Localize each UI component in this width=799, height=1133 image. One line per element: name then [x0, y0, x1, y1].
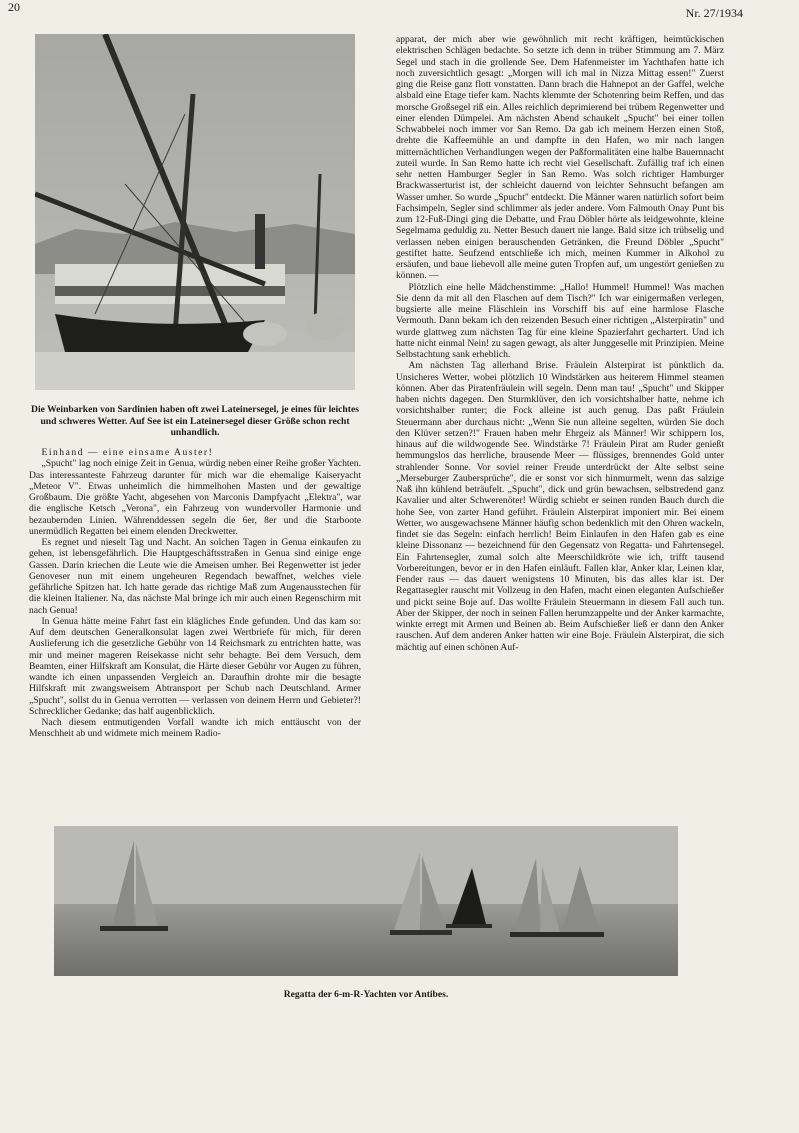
- paragraph: Plötzlich eine helle Mädchenstimme: „Hallo! Hummel! Hummel! Was machen Sie denn da mit all den Flaschen auf dem Tisch?" Ich war einigermaßen verlegen, bugsierte alle meine Fläschlein ins Vorschiff bis auf eine harmlose Flasche Vermouth. Dann bekam ich den reizenden Besuch einer richtigen „Alsterpiratin" und wurde glattweg zum nächsten Tag für eine kleine Spazierfahrt gechartert. Und ich hatte nicht einmal Nein! zu sagen gewagt, als alter Junggeselle mit Prinzipien. Meine Selbstachtung sank erheblich.: [396, 281, 724, 360]
- section-heading-einhand: Einhand — eine einsame Auster!: [41, 447, 214, 458]
- page-number: 20: [8, 0, 20, 14]
- top-photo-caption: Die Weinbarken von Sardinien haben oft zwei Lateinersegel, je eines für leichtes und schweres Wetter. Auf See ist ein Lateinersegel dieser Größe schon recht unhandlich.: [31, 404, 359, 439]
- issue-number: Nr. 27/1934: [685, 6, 743, 20]
- bottom-photo-caption: Regatta der 6-m-R-Yachten vor Antibes.: [283, 989, 449, 1000]
- article-column-right: [396, 34, 724, 653]
- article-column-left: [29, 447, 361, 740]
- paragraph: Es regnet und nieselt Tag und Nacht. An solchen Tagen in Genua einkaufen zu gehen, ist lebensgefährlich. Die Hauptgeschäftsstraßen in Genua sind einige enge Gassen. Darin kriechen die Leute wie die Ameisen umher. Bei Regenwetter ist jeder Genoveser nun mit einem ungeheuren Regendach bewaffnet, welches viele gefährliche Spitzen hat. Ich hatte gerade das richtige Maß zum Augenausstechen für die kleinen Italiener. Na, das nächste Mal bringe ich mir auch einen Regenschirm mit nach Genua!: [29, 537, 361, 616]
- photo-regatta-6m-yachts: [54, 826, 678, 976]
- photo-sardinian-wine-boats: [35, 34, 355, 390]
- paragraph: In Genua hätte meine Fahrt fast ein klägliches Ende gefunden. Und das kam so: Auf dem deutschen Generalkonsulat lagen zwei Wertbriefe für mich, für deren Auslieferung ich die gesetzliche Gebühr von 14 Reichsmark zu entrichten hatte, was mir und meiner mageren Reisekasse nicht sehr behagte. Bei dem Versuch, dem Beamten, einer Hilfskraft am Konsulat, die Härte dieser Gebühr vor Augen zu führen, wandte ich einen unpassenden Vergleich an. Daraufhin drohte mir die besagte Hilfskraft mit zwangsweisem Abtransport per Schub nach Deutschland. Armer „Spucht", sollst du in Genua verrotten — verlassen von deinem Herrn und Gebieter?! Schrecklicher Gedanke; das half augenblicklich.: [29, 615, 361, 717]
- paragraph: Am nächsten Tag allerhand Brise. Fräulein Alsterpirat ist pünktlich da. Unsicheres Wetter, wobei plötzlich 10 Windstärken aus heiterem Himmel steamen können. Aber das Piratenfräulein will segeln. Denn man tau! „Spucht" und Skipper haben nichts dagegen. Den Sturmklüver, den ich vorsichtshalber hatte, nehme ich vorsichtshalber runter; die Fock alleine ist auch genug. Das paßt Fräulein Steuermann aber durchaus nicht: „Wenn Sie nun alleine segelten, würden Sie doch den Klüver setzen?!" Frauen haben mehr Ehrgeiz als Männer! Wir schippern los, hinaus auf die wildwogende See. Windstärke 7! Fräulein Pirat am Ruder genießt hemmungslos das herrliche, brausende Meer — flüssiges, brennendes Gold unter strahlender Sonne. Vor soviel reiner Freude unterdrückt der Alte selbst seine „Merseburger Zaubersprüche", die er sonst vor sich hinmurmelt, wenn das salzige Naß ihn kühlend beträufelt. „Spucht", dick und grün bewachsen, selbstredend ganz Kavalier und alter Schwerenöter! Würdig schiebt er seinen runden Bauch durch die hohe See, von zarter Hand geführt. Fräulein Alsterpirat imponiert mir. Bei einem Wetter, wo ausgewachsene Männer häufig schon bedenklich mit den Ohren wackeln, findet sie das Segeln: einfach herrlich! Beim Einlaufen in den Hafen gab es eine kleine Dissonanz — bezeichnend für den Gegensatz von Regatta- und Fahrtensegel. Ein Fahrtensegler, zumal solch alte Meerschildkröte wie ich, trifft tausend Vorbereitungen, bevor er in den Hafen einläuft. Fallen klar, Anker klar, Leinen klar, Fender raus — das dauert wenigstens 10 Minuten, bis das alles klar ist. Der Regattasegler rauscht mit Vollzeug in den Hafen, macht einen eleganten Aufschießer und pickt seine Boje auf. Das wollte Fräulein Steuermann in diesem Fall auch tun. Aber der Skipper, der noch in seinen Fallen herumzappelte und der Anker karmachte, winkte erregt mit Armen und Beinen ab. Beim Aufschießer ließ er dann den Anker rauschen. Auf dem anderen Anker hatten wir eine Boje. Fräulein Alsterpirat, die sich mächtig auf einen schönen Auf-: [396, 360, 724, 653]
- paragraph: Nach diesem entmutigenden Vorfall wandte ich mich enttäuscht von der Menschheit ab und widmete mich meinem Radio-: [29, 717, 361, 740]
- paragraph: apparat, der mich aber wie gewöhnlich mit recht kräftigen, heimtückischen elektrischen Schlägen bedachte. So setzte ich denn in trüber Stimmung am 7. März Segel und stach in die grollende See. Dem Hafenmeister im Yachthafen hatte ich noch zuversichtlich gesagt: „Morgen will ich mal in Nizza Mittag essen!" Zuerst ging die Reise ganz flott vonstatten. Dann brach die Hahnepot an der Gaffel, welche alsbald eine Etage tiefer kam. Nachts klemmte der Schotenring beim Reffen, und das morsche Großsegel riß ein. Alles reichlich deprimierend bei trübem Regenwetter und einer elenden Dümpelei. Am nächsten Abend schaukelt „Spucht" bei einer tollen Schwabbelei noch immer vor San Remo. Da gab ich meinem Herzen einen Stoß, drehte die Kaffeemühle an und dampfte in den Hafen, wo mir nach langen mitternächtlichen Verhandlungen wegen der Paßformalitäten eine halbe Bauernnacht zuteil wurde. In San Remo hatte ich recht viel Gesellschaft. Zufällig traf ich einen sehr netten Hamburger Segler in San Remo. Was solch richtiger Hamburger Brackwasserturist ist, der schleicht dauernd von leichter Sehnsucht befangen am Wasser umher. So wurde „Spucht" entdeckt. Die Männer waren natürlich sofort beim Fachsimpeln, Segler sind schlimmer als jeder andere. Vom Falmouth Onay Punt bis zum 12-Fuß-Dingi ging die Debatte, und Frau Döbler hörte als leidgewohnte, kleine Segelmama geduldig zu. Netter Besuch dauert nie lange. Bald sitze ich trübselig und verlassen neben einigen berauschenden Getränken, die Freund Döbler „Spucht" gestiftet hatte. Seufzend entschließe ich mich, meinen Kummer in Alkohol zu ersäufen, und baue liebevoll alle meine guten Tropfen auf, um ungestört genießen zu können. —: [396, 34, 724, 282]
- paragraph: „Spucht" lag noch einige Zeit in Genua, würdig neben einer Reihe großer Yachten. Das interessanteste Fahrzeug darunter für mich war die ehemalige Kaiseryacht „Meteor V". Etwas unheimlich die himmelhohen Masten und der gewaltige Großbaum. Die größte Yacht, abgesehen von Marconis Dampfyacht „Elektra", war die englische Ketsch „Verona", ein Fahrzeug von wundervoller Harmonie und bezaubernden Linien. Währenddessen segeln die 6er, 8er und die Starboote unermüdlich Regatten bei einem elenden Dreckwetter.: [29, 458, 361, 537]
